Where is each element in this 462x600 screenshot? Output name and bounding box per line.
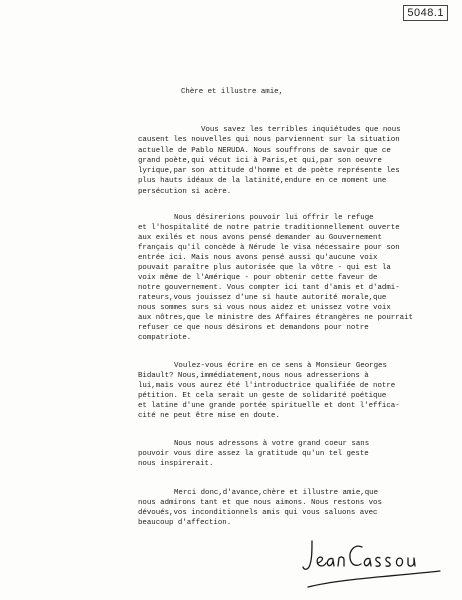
paragraph-line: pétition. Et cela serait un geste de solidarité poétique (138, 392, 387, 400)
paragraph-line: et latine d'une grande portée spirituelle et dont l'effica- (138, 402, 400, 410)
paragraph-line: persécution si acère. (138, 188, 232, 196)
paragraph-line: nous sommes surs si vous nous aidez et unissez votre voix (138, 304, 391, 312)
paragraph-line: pouvoir vous dire assez la gratitude qu'un tel geste (138, 450, 369, 458)
paragraph-line: causent les nouvelles qui nous parviennent sur la situation (138, 136, 400, 144)
paragraph-line: aux exilés et nous avons pensé demander au Gouvernement (138, 234, 382, 242)
paragraph-line: pouvait paraître plus autorisée que la vôtre - qui est la (138, 264, 391, 272)
paragraph-line: Voulez-vous écrire en ce sens à Monsieur Georges (174, 362, 387, 370)
paragraph-line: nous inspirerait. (138, 460, 214, 468)
paragraph-line: refuser ce que nous désirons et demandons pour notre (138, 324, 369, 332)
salutation: Chère et illustre amie, (181, 88, 284, 96)
paragraph-line: compatriote. (138, 334, 192, 342)
paragraph-line: lyrique,par son attitude d'homme et de poète représente les (138, 167, 400, 175)
paragraph-line: Nous nous adressons à votre grand coeur sans (174, 440, 370, 448)
paragraph-line: Merci donc,d'avance,chère et illustre amie,que (174, 489, 379, 497)
paragraph-line: voix même de l'Amérique - pour obtenir cette faveur de (138, 274, 378, 282)
paragraph-line: Nous désirerions pouvoir lui offrir le refuge (174, 214, 374, 222)
paragraph-line: français qu'il concède à Nérude le visa nécessaire pour son (138, 244, 400, 252)
paragraph-line: et l'hospitalité de notre patrie traditionnellement ouverte (138, 224, 400, 232)
paragraph-line: notre gouvernement. Vous compter ici tant d'amis et d'admi- (138, 284, 400, 292)
paragraph-line: cité ne peut être mise en doute. (138, 412, 280, 420)
signature (300, 535, 450, 600)
paragraph-line: entrée ici. Mais nous avons pensé aussi qu'aucune voix (138, 254, 378, 262)
paragraph-line: lui,mais vous aurez été l'introductrice qualifiée de notre (138, 382, 396, 390)
paragraph-line: beaucoup d'affection. (138, 519, 232, 527)
paragraph-line: dévoués,vos inconditionnels amis qui vous saluons avec (138, 509, 378, 517)
paragraph-line: aux nôtres,que le ministre des Affaires étrangères ne pourrait (138, 314, 413, 322)
paragraph-line: actuelle de Pablo NERUDA. Nous souffrons de savoir que ce (138, 147, 391, 155)
reference-number: 5048.1 (403, 5, 448, 21)
paragraph-line: plus hauts idéaux de la latinité,endure en ce moment une (138, 177, 387, 185)
paragraph-line: Vous savez les terribles inquiétudes que nous (201, 126, 401, 134)
paragraph-line: grand poète,qui vécut ici à Paris,et qui,par son oeuvre (138, 157, 382, 165)
paragraph-line: rateurs,vous jouissez d'une si haute autorité morale,que (138, 294, 387, 302)
paragraph-line: Bidault? Nous,immédiatement,nous nous adresserions à (138, 372, 369, 380)
paragraph-line: nous admirons tant et que nous aimons. Nous restons vos (138, 499, 382, 507)
